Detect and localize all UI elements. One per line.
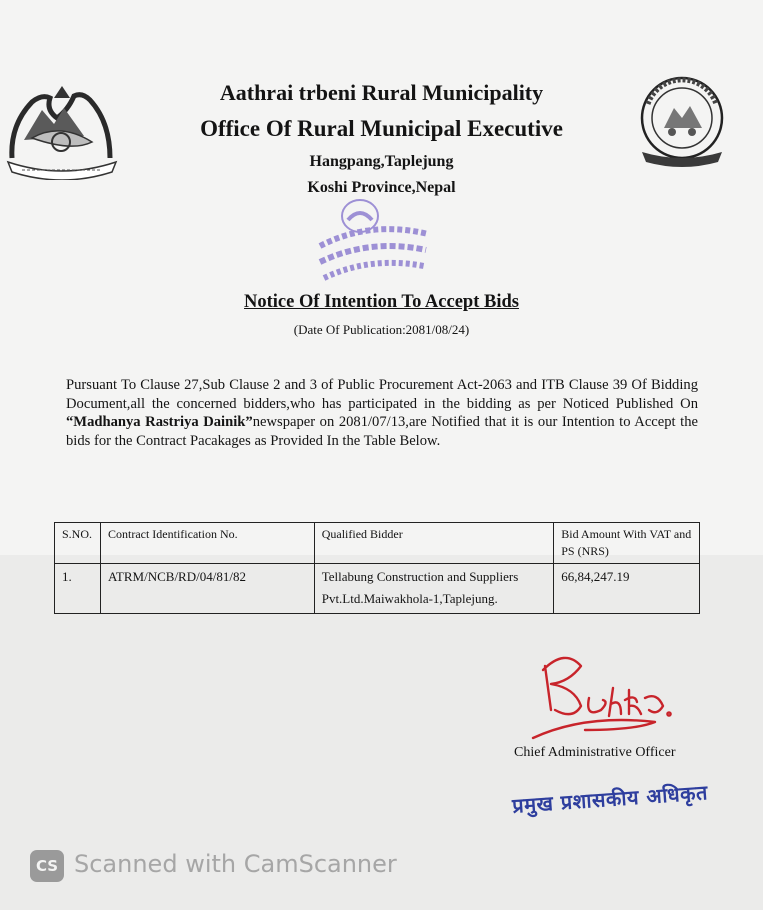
header-sno: S.NO. <box>55 523 101 564</box>
publication-date: (Date Of Publication:2081/08/24) <box>293 322 470 337</box>
address-line: Hangpang,Taplejung <box>309 153 454 170</box>
municipality-seal-icon <box>634 74 730 170</box>
officer-title: Chief Administrative Officer <box>514 745 676 760</box>
cell-bid-amount: 66,84,247.19 <box>554 564 700 614</box>
notice-title: Notice Of Intention To Accept Bids <box>244 292 519 312</box>
signature-icon <box>525 648 675 748</box>
office-stamp-icon <box>300 190 440 290</box>
header-bid-amount: Bid Amount With VAT and PS (NRS) <box>554 523 700 564</box>
newspaper-name: “Madhanya Rastriya Dainik” <box>66 414 253 430</box>
nepal-emblem-icon <box>2 80 120 180</box>
notice-body: Pursuant To Clause 27,Sub Clause 2 and 3 of Public Procurement Act-2063 and ITB Clause 39 Of Bidding Document,all the concerned bidders,who has participated in the bidding as per Noticed Published On “Madhanya Rastriya Dainik”newspaper on 2081/07/13,are Notified that it is our Intention to Accept the bids for the Contract Pacakages as Provided In the Table Below. <box>66 377 698 449</box>
nepali-officer-stamp: प्रमुख प्रशासकीय अधिकृत <box>511 780 709 818</box>
header-qualified-bidder: Qualified Bidder <box>314 523 554 564</box>
office-name: Office Of Rural Municipal Executive <box>200 116 563 141</box>
cell-sno: 1. <box>55 564 101 614</box>
header-contract-id: Contract Identification No. <box>100 523 314 564</box>
municipality-name: Aathrai trbeni Rural Municipality <box>219 80 544 105</box>
cell-contract-id: ATRM/NCB/RD/04/81/82 <box>100 564 314 614</box>
camscanner-watermark: Scanned with CamScanner <box>74 850 397 878</box>
table-row <box>55 564 700 614</box>
table-header-row <box>55 523 700 564</box>
camscanner-logo-icon: CS <box>30 850 64 882</box>
province-line: Koshi Province,Nepal <box>307 179 456 196</box>
bids-table <box>54 522 700 614</box>
cell-qualified-bidder: Tellabung Construction and Suppliers Pvt.Ltd.Maiwakhola-1,Taplejung. <box>314 564 554 614</box>
